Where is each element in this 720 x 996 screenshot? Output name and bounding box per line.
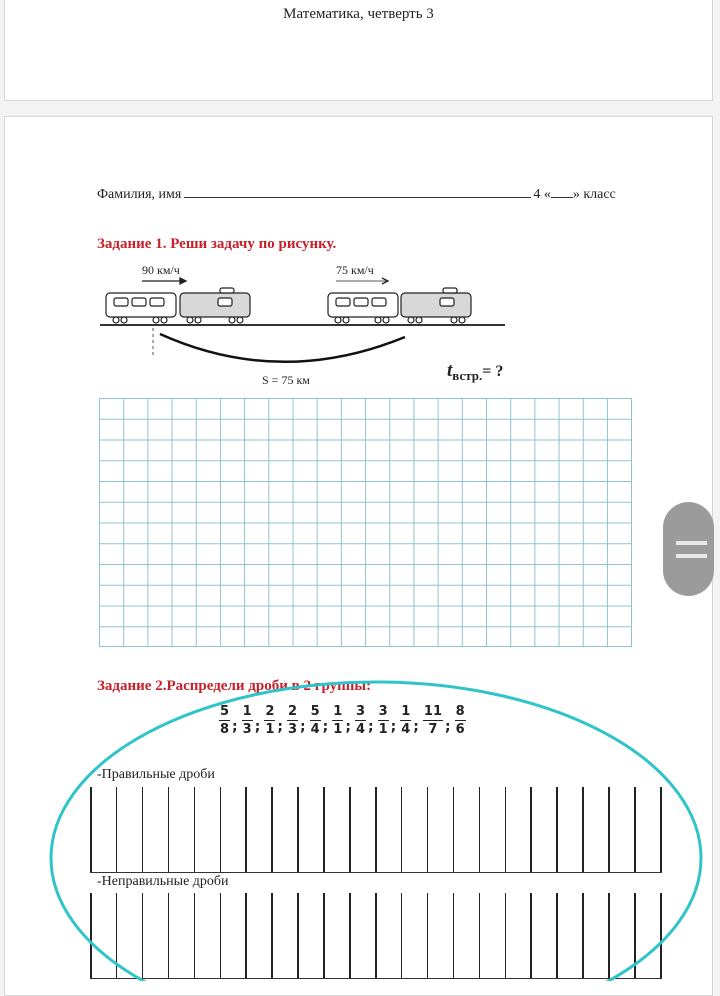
task1-title: Задание 1. Реши задачу по рисунку. [97, 236, 337, 252]
fraction-separator: ; [445, 718, 451, 735]
table-column-line [660, 787, 662, 872]
fraction-separator: ; [367, 718, 374, 735]
table-column-line [582, 787, 584, 872]
fraction: $\frac{3}{4}$ [355, 704, 365, 737]
fraction: $\frac{11}{7}$ [423, 704, 442, 737]
table-column-line [271, 787, 273, 872]
table-column-line [375, 787, 377, 872]
table-column-line [556, 787, 558, 872]
table-column-line [427, 893, 429, 978]
table-column-line [608, 893, 610, 978]
table-column-line [530, 787, 532, 872]
table-column-line [220, 893, 222, 978]
name-line [97, 184, 616, 203]
speed-right-label: 75 км/ч [336, 263, 374, 277]
table-column-line [90, 787, 92, 872]
train-figure [100, 260, 530, 390]
fraction: $\frac{2}{3}$ [287, 704, 298, 737]
table-column-line [194, 787, 196, 872]
scroll-handle[interactable] [663, 502, 714, 596]
fraction-separator: ; [232, 718, 238, 735]
table-column-line [349, 787, 351, 872]
drag-handle-icon [676, 541, 707, 545]
table-column-line [194, 893, 196, 978]
answer-grid[interactable] [99, 398, 632, 647]
fraction-separator: ; [390, 718, 397, 735]
table-column-line [634, 893, 636, 978]
table-column-line [142, 787, 144, 872]
fraction: $\frac{5}{4}$ [310, 704, 320, 737]
class-blank [551, 184, 573, 198]
fraction: $\frac{1}{4}$ [401, 704, 411, 737]
table-column-line [90, 893, 92, 978]
table-column-line [297, 787, 299, 872]
table-column-line [142, 893, 144, 978]
table-column-line [116, 893, 118, 978]
table-column-line [271, 893, 273, 978]
fraction: $\frac{1}{3}$ [242, 704, 252, 737]
table-column-line [245, 787, 247, 872]
table-column-line [116, 787, 118, 872]
fraction-separator: ; [254, 718, 261, 735]
table-column-line [375, 893, 377, 978]
page-header-title: Математика, четверть 3 [283, 6, 434, 22]
table-column-line [556, 893, 558, 978]
table-column-line [168, 787, 170, 872]
proper-fractions-table[interactable] [90, 787, 662, 873]
fraction: $\frac{8}{6}$ [455, 704, 465, 737]
fraction-separator: ; [300, 718, 306, 735]
name-label: Фамилия, имя [97, 187, 182, 202]
improper-fractions-table[interactable] [90, 893, 662, 979]
class-prefix: 4 « [533, 187, 551, 202]
improper-fractions-label: -Неправильные дроби [97, 874, 229, 889]
fraction-separator: ; [277, 718, 283, 735]
fraction-separator: ; [413, 718, 419, 735]
table-column-line [323, 787, 325, 872]
name-blank [184, 184, 531, 198]
class-suffix: » класс [572, 187, 616, 202]
fraction-separator: ; [345, 718, 351, 735]
table-column-line [530, 893, 532, 978]
table-column-line [660, 893, 662, 978]
proper-fractions-label: -Правильные дроби [97, 767, 215, 782]
table-column-line [634, 787, 636, 872]
fraction: $\frac{2}{1}$ [265, 704, 275, 737]
table-column-line [427, 787, 429, 872]
task2-title: Задание 2.Распредели дроби в 2 группы: [97, 678, 372, 694]
meeting-time-question: $t_{встр.}=$ ? [447, 360, 504, 383]
table-column-line [220, 787, 222, 872]
table-column-line [168, 893, 170, 978]
table-column-line [479, 893, 481, 978]
table-column-line [323, 893, 325, 978]
fraction-separator: ; [322, 718, 329, 735]
table-column-line [479, 787, 481, 872]
table-column-line [453, 787, 455, 872]
fraction: $\frac{1}{1}$ [333, 704, 343, 737]
table-column-line [401, 787, 403, 872]
table-column-line [582, 893, 584, 978]
fraction: $\frac{5}{8}$ [220, 704, 230, 737]
table-column-line [608, 787, 610, 872]
table-column-line [297, 893, 299, 978]
speed-left-label: 90 км/ч [142, 263, 180, 277]
fractions-list [219, 704, 466, 737]
table-column-line [401, 893, 403, 978]
table-column-line [505, 893, 507, 978]
distance-label: S = 75 км [262, 373, 310, 387]
table-column-line [245, 893, 247, 978]
fraction: $\frac{3}{1}$ [378, 704, 388, 737]
table-column-line [453, 893, 455, 978]
table-column-line [349, 893, 351, 978]
trains-illustration [100, 260, 530, 390]
document-page-1 [4, 0, 713, 101]
table-column-line [505, 787, 507, 872]
drag-handle-icon-line [676, 554, 707, 558]
